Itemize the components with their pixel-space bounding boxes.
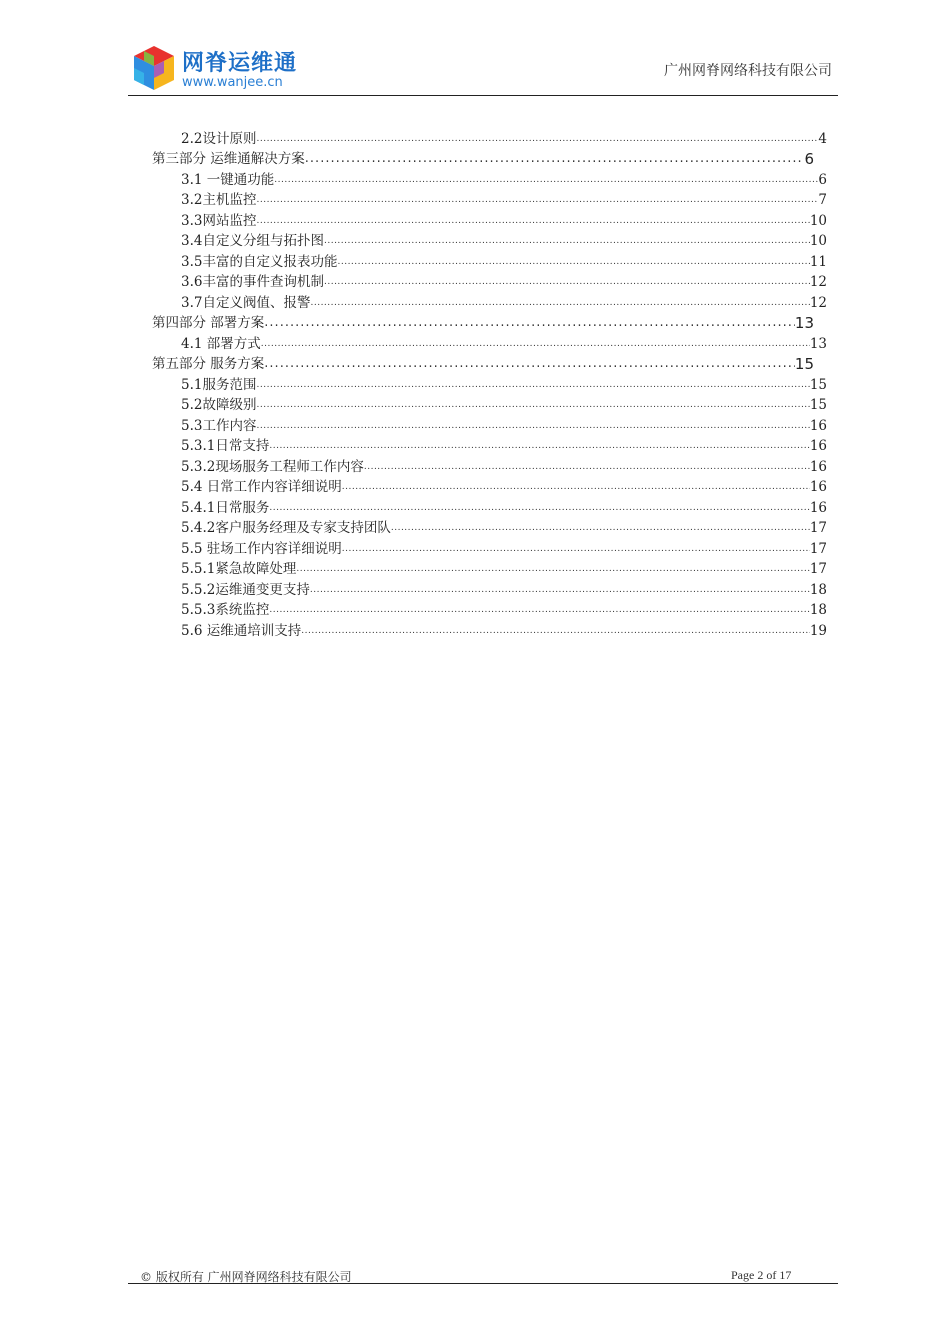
table-of-contents: [152, 128, 827, 641]
toc-entry-title: 5.4.2客户服务经理及专家支持团队: [181, 520, 391, 536]
toc-entry-title: 3.4自定义分组与拓扑图: [181, 233, 324, 249]
toc-leader-dots: [342, 539, 810, 559]
toc-leader-dots: [256, 211, 809, 231]
toc-leader-dots: [296, 559, 809, 579]
toc-entry-title: 第四部分 部署方案: [152, 315, 265, 331]
toc-subsection-entry[interactable]: [152, 210, 827, 231]
toc-leader-dots: [342, 477, 810, 497]
toc-subsection-entry[interactable]: [152, 538, 827, 559]
toc-leader-dots: [274, 170, 818, 190]
toc-entry-title: 5.5.1紧急故障处理: [181, 561, 297, 577]
toc-subsection-entry[interactable]: [152, 128, 827, 149]
toc-entry-page: 7: [818, 192, 827, 208]
toc-entry-page: 15: [809, 397, 827, 413]
toc-entry-page: 10: [809, 212, 827, 229]
company-logo: [128, 40, 328, 96]
toc-entry-page: 15: [794, 355, 814, 373]
toc-leader-dots: [324, 272, 810, 292]
toc-subsection-entry[interactable]: [152, 559, 827, 580]
toc-leader-dots: [391, 518, 810, 538]
toc-subsection-entry[interactable]: [152, 477, 827, 498]
toc-entry-title: 4.1 部署方式: [181, 335, 261, 352]
toc-leader-dots: [310, 580, 810, 600]
toc-entry-page: 6: [818, 171, 827, 188]
toc-subsection-entry[interactable]: [152, 436, 827, 457]
toc-entry-title: 3.3网站监控: [181, 212, 257, 229]
toc-entry-title: 第五部分 服务方案: [152, 356, 265, 372]
toc-leader-dots: [269, 436, 809, 456]
toc-entry-page: 16: [809, 458, 827, 475]
toc-leader-dots: [264, 354, 795, 374]
toc-entry-page: 18: [809, 581, 827, 598]
toc-entry-page: 17: [809, 520, 827, 536]
toc-entry-page: 18: [809, 602, 827, 618]
logo-url: www.wanjee.cn: [182, 75, 283, 90]
toc-leader-dots: [256, 129, 818, 149]
toc-subsection-entry[interactable]: [152, 497, 827, 518]
toc-entry-title: 3.1 一键通功能: [181, 171, 275, 188]
toc-entry-page: 16: [809, 479, 827, 495]
toc-entry-title: 5.5.3系统监控: [181, 602, 270, 618]
toc-entry-page: 13: [809, 335, 827, 352]
toc-entry-page: 16: [809, 417, 827, 434]
toc-entry-page: 17: [809, 561, 827, 577]
toc-subsection-entry[interactable]: [152, 169, 827, 190]
toc-entry-title: 5.3.2现场服务工程师工作内容: [181, 458, 364, 475]
logo-wordmark: 网脊运维通: [182, 51, 298, 76]
toc-entry-page: 13: [794, 314, 814, 332]
toc-leader-dots: [256, 190, 818, 210]
toc-entry-title: 3.7自定义阀值、报警: [181, 294, 311, 311]
toc-leader-dots: [301, 621, 810, 641]
toc-leader-dots: [337, 252, 809, 272]
toc-leader-dots: [324, 231, 810, 251]
toc-entry-title: 5.5.2运维通变更支持: [181, 581, 310, 598]
toc-entry-title: 3.6丰富的事件查询机制: [181, 274, 324, 290]
toc-entry-title: 5.3工作内容: [181, 417, 257, 434]
toc-leader-dots: [256, 416, 809, 436]
toc-entry-page: 19: [809, 622, 827, 639]
header-divider: [128, 95, 838, 96]
toc-entry-title: 3.2主机监控: [181, 192, 257, 208]
toc-entry-title: 5.6 运维通培训支持: [181, 622, 302, 639]
toc-entry-title: 2.2设计原则: [181, 130, 257, 147]
toc-section-entry[interactable]: [152, 149, 814, 170]
toc-subsection-entry[interactable]: [152, 600, 827, 621]
toc-section-entry[interactable]: [152, 354, 814, 375]
toc-subsection-entry[interactable]: [152, 231, 827, 252]
footer-page-number: Page 2 of 17: [731, 1268, 792, 1282]
toc-subsection-entry[interactable]: [152, 456, 827, 477]
toc-entry-page: 15: [809, 376, 827, 393]
toc-subsection-entry[interactable]: [152, 579, 827, 600]
toc-subsection-entry[interactable]: [152, 620, 827, 641]
toc-leader-dots: [269, 600, 809, 620]
toc-subsection-entry[interactable]: [152, 292, 827, 313]
toc-entry-title: 5.3.1日常支持: [181, 438, 270, 454]
toc-subsection-entry[interactable]: [152, 374, 827, 395]
toc-leader-dots: [256, 395, 809, 415]
toc-section-entry[interactable]: [152, 313, 814, 334]
toc-entry-title: 第三部分 运维通解决方案: [152, 151, 305, 167]
toc-entry-page: 16: [809, 499, 827, 516]
toc-leader-dots: [305, 149, 805, 169]
toc-subsection-entry[interactable]: [152, 190, 827, 211]
toc-entry-title: 5.2故障级别: [181, 397, 257, 413]
toc-entry-page: 12: [809, 294, 827, 311]
toc-entry-page: 6: [804, 150, 814, 168]
toc-leader-dots: [310, 293, 809, 313]
toc-leader-dots: [264, 313, 795, 333]
toc-subsection-entry[interactable]: [152, 251, 827, 272]
toc-subsection-entry[interactable]: [152, 518, 827, 539]
toc-entry-page: 11: [809, 253, 827, 270]
toc-entry-page: 17: [809, 540, 827, 557]
toc-entry-page: 4: [818, 130, 827, 147]
toc-entry-page: 16: [809, 438, 827, 454]
toc-entry-page: 12: [809, 274, 827, 290]
toc-leader-dots: [269, 498, 809, 518]
toc-leader-dots: [261, 334, 810, 354]
header-company-name: 广州网脊网络科技有限公司: [664, 63, 832, 79]
toc-leader-dots: [256, 375, 809, 395]
toc-entry-title: 5.1服务范围: [181, 376, 257, 393]
toc-entry-title: 3.5丰富的自定义报表功能: [181, 253, 338, 270]
toc-entry-title: 5.4.1日常服务: [181, 499, 270, 516]
footer-copyright: © 版权所有 广州网脊网络科技有限公司: [140, 1270, 352, 1284]
toc-subsection-entry[interactable]: [152, 415, 827, 436]
toc-subsection-entry[interactable]: [152, 395, 827, 416]
page-header: [128, 40, 838, 96]
toc-entry-title: 5.5 驻场工作内容详细说明: [181, 540, 342, 557]
toc-leader-dots: [364, 457, 810, 477]
toc-subsection-entry[interactable]: [152, 272, 827, 293]
toc-subsection-entry[interactable]: [152, 333, 827, 354]
cube-logo-icon: [128, 42, 180, 94]
toc-entry-title: 5.4 日常工作内容详细说明: [181, 479, 342, 495]
toc-entry-page: 10: [809, 233, 827, 249]
